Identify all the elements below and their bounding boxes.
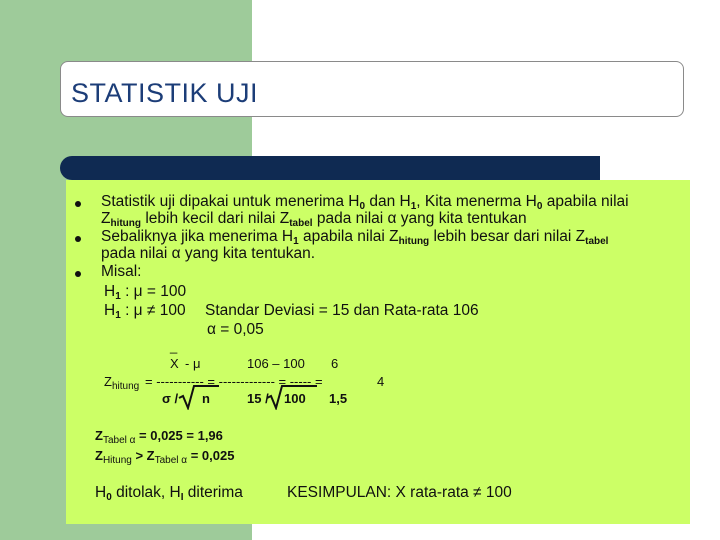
hypothesis-h1-equal <box>104 283 186 302</box>
formula-den-result: 1,5 <box>329 391 348 406</box>
subscript: 1 <box>293 236 299 247</box>
text-span: Statistik uji dipakai untuk menerima H <box>101 193 360 210</box>
text-span: pada nilai α yang kita tentukan <box>312 210 527 227</box>
text-span: , Kita menerma H <box>416 193 537 210</box>
text-span: Z <box>95 448 103 463</box>
bullet-3: Misal: <box>101 263 142 280</box>
conclusion-text: KESIMPULAN: X rata-rata ≠ 100 <box>287 484 512 501</box>
bullet-dot <box>75 236 81 242</box>
bullet-dot <box>75 271 81 277</box>
subscript: hitung <box>398 236 430 247</box>
subscript: hitung <box>110 218 142 229</box>
formula-xbar: X <box>170 356 179 371</box>
subscript: 1 <box>410 201 417 212</box>
subscript: 1 <box>115 310 121 321</box>
subscript: 0 <box>536 201 543 212</box>
text-span: diterima <box>183 484 243 501</box>
formula-z-label <box>104 374 139 392</box>
subscript: Tabel α <box>154 455 188 466</box>
bullet-1-line-2 <box>101 210 527 229</box>
text-span: Z <box>95 428 103 443</box>
bullet-dot <box>75 201 81 207</box>
text-span: lebih besar dari nilai Z <box>429 228 586 245</box>
text-span: : μ ≠ 100 <box>120 302 186 319</box>
subscript: hitung <box>111 381 140 392</box>
formula-sigma: σ / <box>162 391 179 406</box>
formula-den-value: 15 / <box>247 391 269 406</box>
text-span: Z <box>104 374 112 389</box>
title-box <box>60 61 684 117</box>
text-span: : μ = 100 <box>120 283 187 300</box>
subscript: tabel <box>289 218 313 229</box>
text-span: > Z <box>131 448 155 463</box>
text-span: Sebaliknya jika menerima H <box>101 228 294 245</box>
text-span: apabila nilai <box>542 193 629 210</box>
text-span: H <box>104 302 116 319</box>
formula-equals-line: = ----------- = ------------- = ----- = <box>145 374 323 389</box>
text-span: H <box>104 283 116 300</box>
page-title: STATISTIK UJI <box>71 78 259 108</box>
formula-den-100: 100 <box>284 391 306 406</box>
formula-minus-mu: - μ <box>185 356 201 371</box>
hypothesis-h1-notequal <box>104 302 186 321</box>
text-span: ditolak, H <box>111 484 181 501</box>
text-span: = 0,025 <box>187 448 235 463</box>
formula-num-value: 106 – 100 <box>247 356 305 371</box>
ztabel-line <box>95 428 223 446</box>
formula-result: 4 <box>377 374 385 389</box>
formula-num-result: 6 <box>331 356 339 371</box>
subscript: I <box>180 492 184 503</box>
text-span: Z <box>101 210 111 227</box>
stdev-text: Standar Deviasi = 15 dan Rata-rata 106 <box>205 302 479 319</box>
formula-n: n <box>202 391 210 406</box>
subscript: 0 <box>359 201 366 212</box>
text-span: dan H <box>365 193 411 210</box>
sqrt-symbol <box>178 384 220 410</box>
subscript: Tabel α <box>102 435 136 446</box>
alpha-text: α = 0,05 <box>207 321 264 338</box>
text-span: lebih kecil dari nilai Z <box>141 210 290 227</box>
text-span: = 0,025 = 1,96 <box>135 428 223 443</box>
subscript: tabel <box>585 236 609 247</box>
text-span: H <box>95 484 107 501</box>
subscript: 1 <box>115 291 121 302</box>
xbar-overline: _ <box>170 339 178 354</box>
bullet-2-line-2: pada nilai α yang kita tentukan. <box>101 245 316 262</box>
subscript: 0 <box>106 492 112 503</box>
subscript: Hitung <box>102 455 132 466</box>
zhitung-line <box>95 448 234 466</box>
h0-decision <box>95 484 243 503</box>
header-divider-bar <box>60 156 600 180</box>
text-span: apabila nilai Z <box>298 228 399 245</box>
